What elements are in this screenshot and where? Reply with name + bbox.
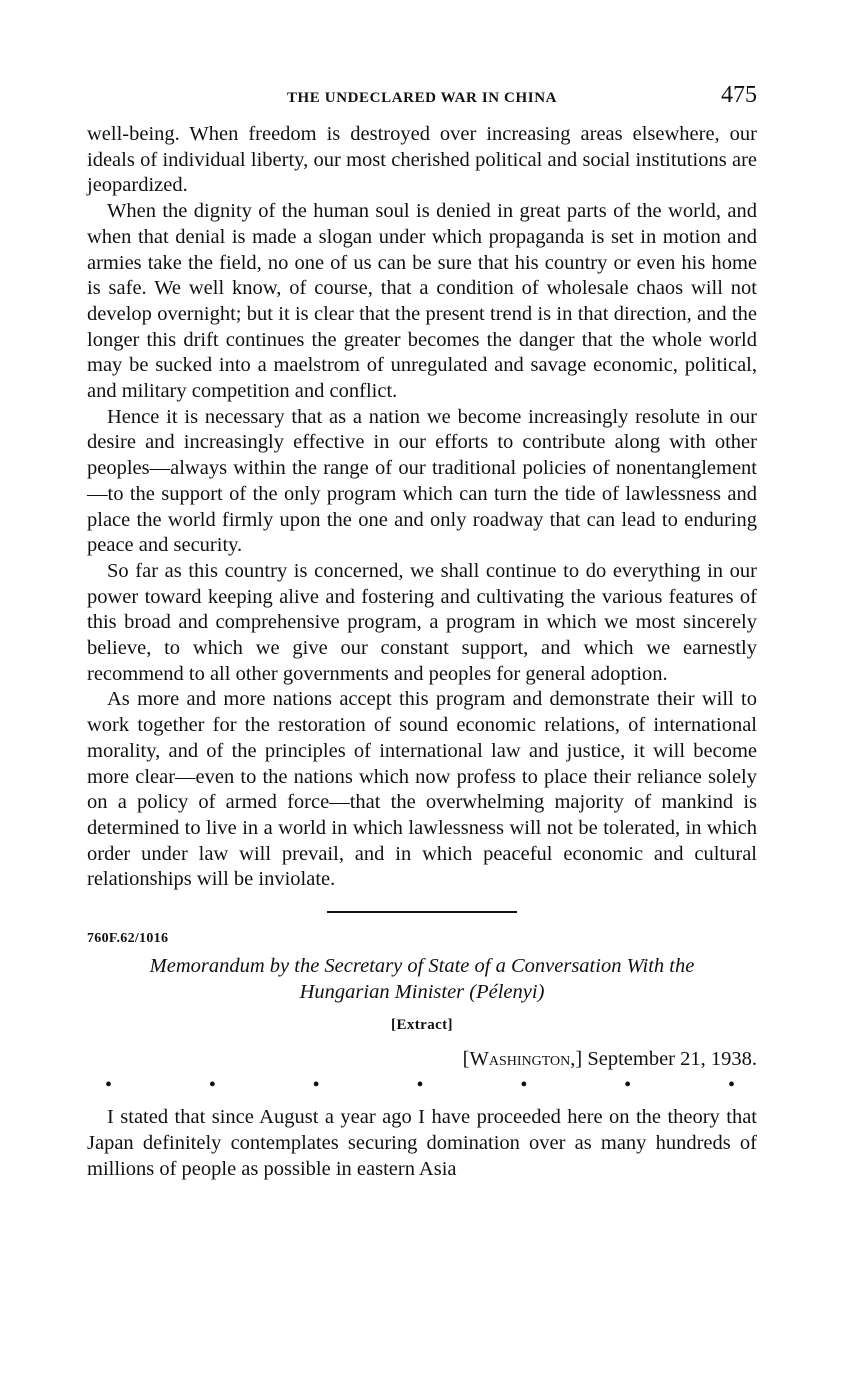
dateline-place: [Washington,] [462,1048,583,1071]
omission-dot: • [727,1074,735,1097]
document-title-line: Hungarian Minister (Pélenyi) [299,981,545,1004]
dateline-date: September 21, 1938. [587,1048,757,1071]
omission-dot: • [312,1074,320,1097]
paragraph: I stated that since August a year ago I have proceeded here on the theory that Japan definitely contemplates securing domination over as many hundreds of millions of people as possible in eastern Asia [87,1106,757,1180]
omission-marks [87,1075,757,1095]
paragraph: So far as this country is concerned, we shall continue to do everything in our power toward keeping alive and fostering and cultivating the various features of this broad and comprehensive program, a program in which we most sincerely believe, to which we give our constant support, and which we earnestly recommend to all other governments and peoples for general adoption. [87,559,757,685]
paragraph: When the dignity of the human soul is denied in great parts of the world, and when that denial is made a slogan under which propaganda is set in motion and armies take the field, no one of us can be sure that his country or even his home is safe. We well know, of course, that a condition of wholesale chaos will not develop overnight; but it is clear that the present trend is in that direction, and the longer this drift continues the greater becomes the danger that the whole world may be sucked into a maelstrom of unregulated and savage economic, political, and military competition and conflict. [87,200,757,403]
body-text [87,122,757,893]
extract-label: [Extract] [391,1017,453,1034]
page-number: 475 [721,82,757,108]
section-divider [327,911,517,913]
omission-dot: • [624,1074,632,1097]
paragraph: Hence it is necessary that as a nation we become increasingly resolute in our desire and increasingly effective in our efforts to contribute along with other peoples—always within the range of our traditional policies of nonentanglement—to the support of the only program which can turn the tide of lawlessness and place the world firmly upon the one and only roadway that can lead to enduring peace and security. [87,405,757,557]
omission-dot: • [208,1074,216,1097]
paragraph: As more and more nations accept this program and demonstrate their will to work together for the restoration of sound economic relations, of international morality, and of the principles of international law and justice, it will become more clear—even to the nations which now profess to place their reliance solely on a policy of armed force—that the overwhelming majority of mankind is determined to live in a world in which lawlessness will not be tolerated, in which order under law will prevail, and in which peaceful economic and cultural relationships will be inviolate. [87,688,757,891]
omission-dot: • [416,1074,424,1097]
omission-dot: • [105,1074,113,1097]
document-page [87,82,757,1182]
document-title-line: Memorandum by the Secretary of State of a Conversation With the [149,955,695,978]
page-header [87,82,757,122]
document-title [87,953,757,1005]
dateline [87,1048,757,1071]
file-number: 760F.62/1016 [87,931,169,947]
memorandum-text [87,1105,757,1182]
omission-dot: • [520,1074,528,1097]
paragraph-continued: well-being. When freedom is destroyed over increasing areas elsewhere, our ideals of individual liberty, our most cherished political and social institutions are jeopardized. [87,123,757,197]
running-head: THE UNDECLARED WAR IN CHINA [286,90,558,106]
